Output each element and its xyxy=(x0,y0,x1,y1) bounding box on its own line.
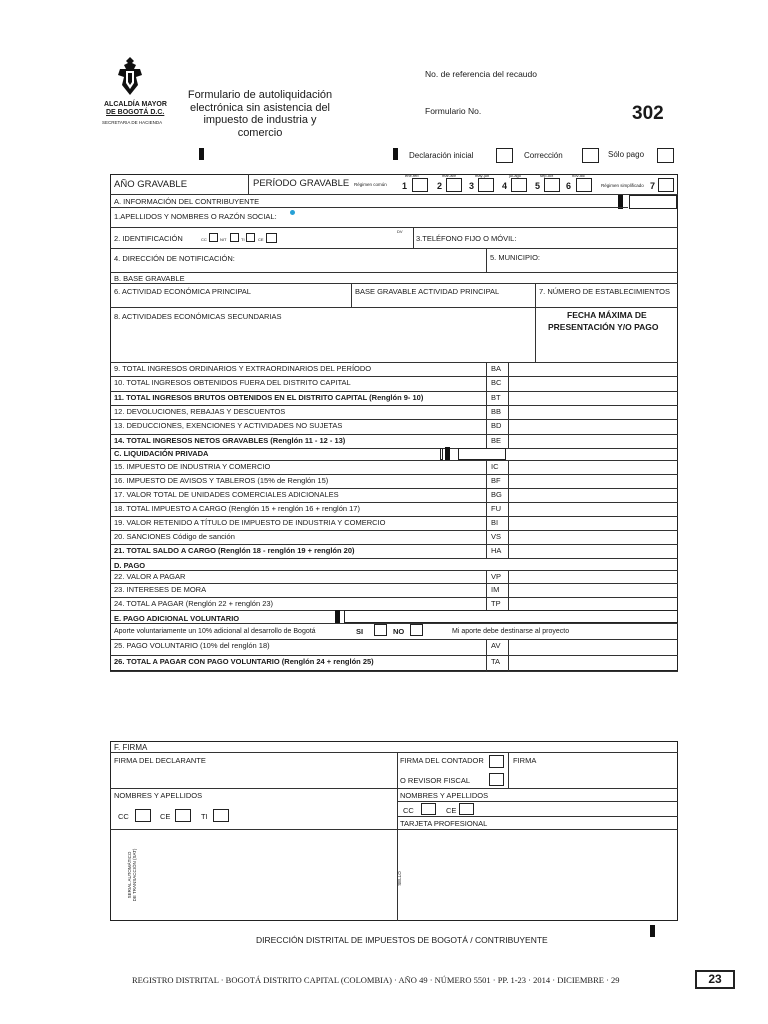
row-label: 18. TOTAL IMPUESTO A CARGO (Renglón 15 + renglón 16 + renglón 17) xyxy=(114,504,360,513)
row-code: BA xyxy=(491,364,502,373)
si-checkbox[interactable] xyxy=(374,624,387,636)
section-e-title: E. PAGO ADICIONAL VOLUNTARIO xyxy=(114,614,240,623)
ce2-label: CE xyxy=(446,806,457,815)
form-title-line: Formulario de autoliquidación xyxy=(187,89,333,101)
id-ce-label: CE xyxy=(258,237,264,242)
row-label: 23. INTERESES DE MORA xyxy=(114,585,207,595)
period-3-checkbox[interactable] xyxy=(478,178,494,192)
row-value-field[interactable] xyxy=(509,434,678,448)
decl-inicial-label: Declaración inicial xyxy=(409,151,474,160)
period-number: 5 xyxy=(535,181,541,191)
solo-pago-checkbox[interactable] xyxy=(657,148,674,163)
section-c-field[interactable] xyxy=(440,448,443,460)
solo-pago-label: Sólo pago xyxy=(608,150,645,159)
form-number: 302 xyxy=(632,103,664,124)
aporte-label: Aporte voluntariamente un 10% adicional al desarrollo de Bogotá xyxy=(114,628,316,635)
row-label: 12. DEVOLUCIONES, REBAJAS Y DESCUENTOS xyxy=(114,406,286,416)
a5-label: 5. MUNICIPIO: xyxy=(490,253,541,262)
cc2-checkbox[interactable] xyxy=(421,803,436,815)
marker xyxy=(445,447,450,461)
row-label: 10. TOTAL INGRESOS OBTENIDOS FUERA DEL DISTRITO CAPITAL xyxy=(114,378,351,388)
ti-checkbox[interactable] xyxy=(213,809,229,822)
id-nit-label: NIT xyxy=(220,237,227,242)
serial-line: SERIAL AUTOMÁTICO xyxy=(127,851,132,899)
nombres-right-label: NOMBRES Y APELLIDOS xyxy=(400,791,489,800)
form-no-label: Formulario No. xyxy=(425,106,482,116)
row-value-field[interactable] xyxy=(509,419,678,433)
ce-checkbox[interactable] xyxy=(175,809,191,822)
regimen-comun-label: Régimen común xyxy=(354,182,387,187)
no-checkbox[interactable] xyxy=(410,624,423,636)
section-c-title: C. LIQUIDACIÓN PRIVADA xyxy=(114,449,209,458)
id-cc-label: CC xyxy=(201,237,207,242)
period-top-label: jul-ago xyxy=(509,173,522,178)
row-code: BB xyxy=(491,406,502,416)
marker xyxy=(650,925,655,937)
bogota-coat-of-arms xyxy=(112,55,148,99)
alcaldia-line3: SECRETARIA DE HACIENDA xyxy=(102,120,163,125)
row-value-field[interactable] xyxy=(509,502,678,516)
row-value-field[interactable] xyxy=(509,405,678,419)
period-1-checkbox[interactable] xyxy=(412,178,428,192)
a2-label: 2. IDENTIFICACIÓN xyxy=(114,234,183,243)
period-number: 1 xyxy=(402,181,408,191)
row-label: 11. TOTAL INGRESOS BRUTOS OBTENIDOS EN EL DISTRITO CAPITAL (Renglón 9- 10) xyxy=(114,392,424,402)
row-value-field[interactable] xyxy=(509,488,678,502)
revisor-label: O REVISOR FISCAL xyxy=(400,776,471,785)
revisor-checkbox[interactable] xyxy=(489,773,504,786)
row-label: 21. TOTAL SALDO A CARGO (Renglón 18 - renglón 19 + renglón 20) xyxy=(114,546,355,555)
period-top-label: ene-feb xyxy=(405,173,419,178)
firma-title: F. FIRMA xyxy=(114,743,148,752)
period-top-label: sep-oct xyxy=(540,173,554,178)
regimen-simplificado-label: Régimen simplificado xyxy=(601,183,644,188)
row-value-field[interactable] xyxy=(509,544,678,558)
row-code: BE xyxy=(491,435,502,445)
id-ti-label: TI xyxy=(241,237,245,242)
b7-label: 7. NÚMERO DE ESTABLECIMIENTOS xyxy=(539,287,670,296)
row-value-field[interactable] xyxy=(509,583,678,596)
period-number: 4 xyxy=(502,181,508,191)
marker xyxy=(199,148,204,160)
a1-label: 1.APELLIDOS Y NOMBRES O RAZÓN SOCIAL: xyxy=(114,212,277,221)
serial-label xyxy=(127,845,137,905)
page-number: 23 xyxy=(695,970,735,989)
form-title-line: electrónica sin asistencia del xyxy=(189,101,331,114)
fecha-maxima-line2: PRESENTACIÓN Y/O PAGO xyxy=(548,322,659,332)
sello-label: SELLO xyxy=(396,871,402,886)
a3-label: 3.TELÉFONO FIJO O MÓVIL: xyxy=(416,234,517,243)
correccion-checkbox[interactable] xyxy=(582,148,599,163)
cc-label: CC xyxy=(118,812,129,821)
period-6-checkbox[interactable] xyxy=(576,178,592,192)
period-2-checkbox[interactable] xyxy=(446,178,462,192)
row-label: 16. IMPUESTO DE AVISOS Y TABLEROS (15% de Renglón 15) xyxy=(114,476,329,485)
firma-label: FIRMA xyxy=(513,756,537,765)
section-a-title: A. INFORMACIÓN DEL CONTRIBUYENTE xyxy=(114,197,260,206)
row-value-field[interactable] xyxy=(509,639,678,655)
si-label: SI xyxy=(356,627,364,636)
row-value-field[interactable] xyxy=(509,655,678,671)
row-value-field[interactable] xyxy=(509,460,678,474)
row-code: BD xyxy=(491,421,502,431)
b6-label: 6. ACTIVIDAD ECONÓMICA PRINCIPAL xyxy=(114,287,251,296)
section-c-field[interactable] xyxy=(458,448,506,460)
periodo-gravable-label: PERÍODO GRAVABLE xyxy=(253,178,350,189)
row-code: TA xyxy=(491,657,501,666)
decl-inicial-checkbox[interactable] xyxy=(496,148,513,163)
ano-gravable-label: AÑO GRAVABLE xyxy=(114,179,188,190)
dv-label: DV xyxy=(397,229,403,234)
aporte-destino-label: Mi aporte debe destinarse al proyecto xyxy=(452,628,570,635)
row-code: BG xyxy=(491,490,502,499)
row-value-field[interactable] xyxy=(509,597,678,610)
row-label: 22. VALOR A PAGAR xyxy=(114,572,186,581)
regimen-simplificado-checkbox[interactable] xyxy=(658,178,674,192)
row-code: TP xyxy=(491,598,501,608)
row-code: BI xyxy=(491,518,499,527)
contador-checkbox[interactable] xyxy=(489,755,504,768)
row-value-field[interactable] xyxy=(509,362,678,376)
period-number: 3 xyxy=(469,181,475,191)
id-ti-checkbox[interactable] xyxy=(246,233,255,242)
row-value-field[interactable] xyxy=(509,570,678,583)
period-top-label: may-jun xyxy=(475,173,490,178)
row-code: IC xyxy=(491,462,499,471)
row-code: VP xyxy=(491,572,502,581)
marker xyxy=(335,610,340,623)
row-label: 24. TOTAL A PAGAR (Renglón 22 + renglón 23) xyxy=(114,598,274,608)
form-title-line: comercio xyxy=(237,126,283,139)
row-code: HA xyxy=(491,546,502,555)
ti-label: TI xyxy=(201,812,208,821)
row-label: 15. IMPUESTO DE INDUSTRIA Y COMERCIO xyxy=(114,462,271,471)
row-label: 13. DEDUCCIONES, EXENCIONES Y ACTIVIDADES NO SUJETAS xyxy=(114,421,343,431)
row-value-field[interactable] xyxy=(509,530,678,544)
id-cc-checkbox[interactable] xyxy=(209,233,218,242)
period-4-checkbox[interactable] xyxy=(511,178,527,192)
section-a-field[interactable] xyxy=(629,195,677,209)
period-5-checkbox[interactable] xyxy=(544,178,560,192)
correccion-label: Corrección xyxy=(524,151,563,160)
fecha-maxima-line1: FECHA MÁXIMA DE xyxy=(567,310,647,320)
ce2-checkbox[interactable] xyxy=(459,803,474,815)
a4-label: 4. DIRECCIÓN DE NOTIFICACIÓN: xyxy=(114,254,235,263)
blue-dot-icon xyxy=(290,210,295,215)
period-top-label: mar-abr xyxy=(442,173,457,178)
period-number: 6 xyxy=(566,181,572,191)
row-code: BF xyxy=(491,476,501,485)
firma-contador-label: FIRMA DEL CONTADOR xyxy=(400,756,484,765)
id-ce-checkbox[interactable] xyxy=(266,233,277,243)
row-code: AV xyxy=(491,641,501,650)
alcaldia-line1: ALCALDÍA MAYOR xyxy=(104,101,167,108)
tarjeta-label: TARJETA PROFESIONAL xyxy=(400,819,488,828)
footer-text: REGISTRO DISTRITAL · BOGOTÁ DISTRITO CAPITAL (COLOMBIA) · AÑO 49 · NÚMERO 5501 · PP. 1-23 · 2014 · DICIEMBRE · 29 xyxy=(132,975,620,985)
no-label: NO xyxy=(393,627,405,636)
period-number: 2 xyxy=(437,181,443,191)
form-title-line: impuesto de industria y xyxy=(203,114,317,126)
row-label: 25. PAGO VOLUNTARIO (10% del renglón 18) xyxy=(114,641,270,650)
section-d-title: D. PAGO xyxy=(114,561,146,570)
row-value-field[interactable] xyxy=(509,516,678,530)
id-nit-checkbox[interactable] xyxy=(230,233,239,242)
section-e-field[interactable] xyxy=(344,610,678,623)
cc2-label: CC xyxy=(403,806,414,815)
period-number: 7 xyxy=(650,181,656,191)
row-label: 9. TOTAL INGRESOS ORDINARIOS Y EXTRAORDINARIOS DEL PERÍODO xyxy=(114,364,372,373)
row-code: VS xyxy=(491,532,502,541)
row-code: FU xyxy=(491,504,501,513)
ref-label: No. de referencia del recaudo xyxy=(425,69,537,79)
row-value-field[interactable] xyxy=(509,391,678,405)
form-title xyxy=(180,89,340,139)
ce-label: CE xyxy=(160,812,171,821)
row-label: 17. VALOR TOTAL DE UNIDADES COMERCIALES ADICIONALES xyxy=(114,490,339,499)
nombres-left-label: NOMBRES Y APELLIDOS xyxy=(114,791,203,800)
row-code: BT xyxy=(491,392,501,402)
alcaldia-line2: DE BOGOTÁ D.C. xyxy=(106,109,165,116)
cc-checkbox[interactable] xyxy=(135,809,151,822)
b8-label: 8. ACTIVIDADES ECONÓMICAS SECUNDARIAS xyxy=(114,312,282,321)
row-code: IM xyxy=(491,585,500,595)
row-code: BC xyxy=(491,378,502,388)
row-value-field[interactable] xyxy=(509,474,678,488)
row-label: 20. SANCIONES Código de sanción xyxy=(114,532,235,541)
row-value-field[interactable] xyxy=(509,376,678,390)
marker xyxy=(393,148,398,160)
row-label: 19. VALOR RETENIDO A TÍTULO DE IMPUESTO DE INDUSTRIA Y COMERCIO xyxy=(114,518,386,527)
row-label: 26. TOTAL A PAGAR CON PAGO VOLUNTARIO (Renglón 24 + renglón 25) xyxy=(114,657,374,666)
period-top-label: nov-dic xyxy=(572,173,585,178)
direccion-label: DIRECCIÓN DISTRITAL DE IMPUESTOS DE BOGOTÁ / CONTRIBUYENTE xyxy=(256,935,548,945)
section-b-title: B. BASE GRAVABLE xyxy=(114,274,185,283)
firma-section xyxy=(110,741,678,921)
row-label: 14. TOTAL INGRESOS NETOS GRAVABLES (Renglón 11 - 12 - 13) xyxy=(114,435,346,445)
b-base-label: BASE GRAVABLE ACTIVIDAD PRINCIPAL xyxy=(355,287,500,296)
serial-line: DE TRANSACCIÓN (SAT) xyxy=(132,848,137,902)
firma-declarante-label: FIRMA DEL DECLARANTE xyxy=(114,756,206,765)
